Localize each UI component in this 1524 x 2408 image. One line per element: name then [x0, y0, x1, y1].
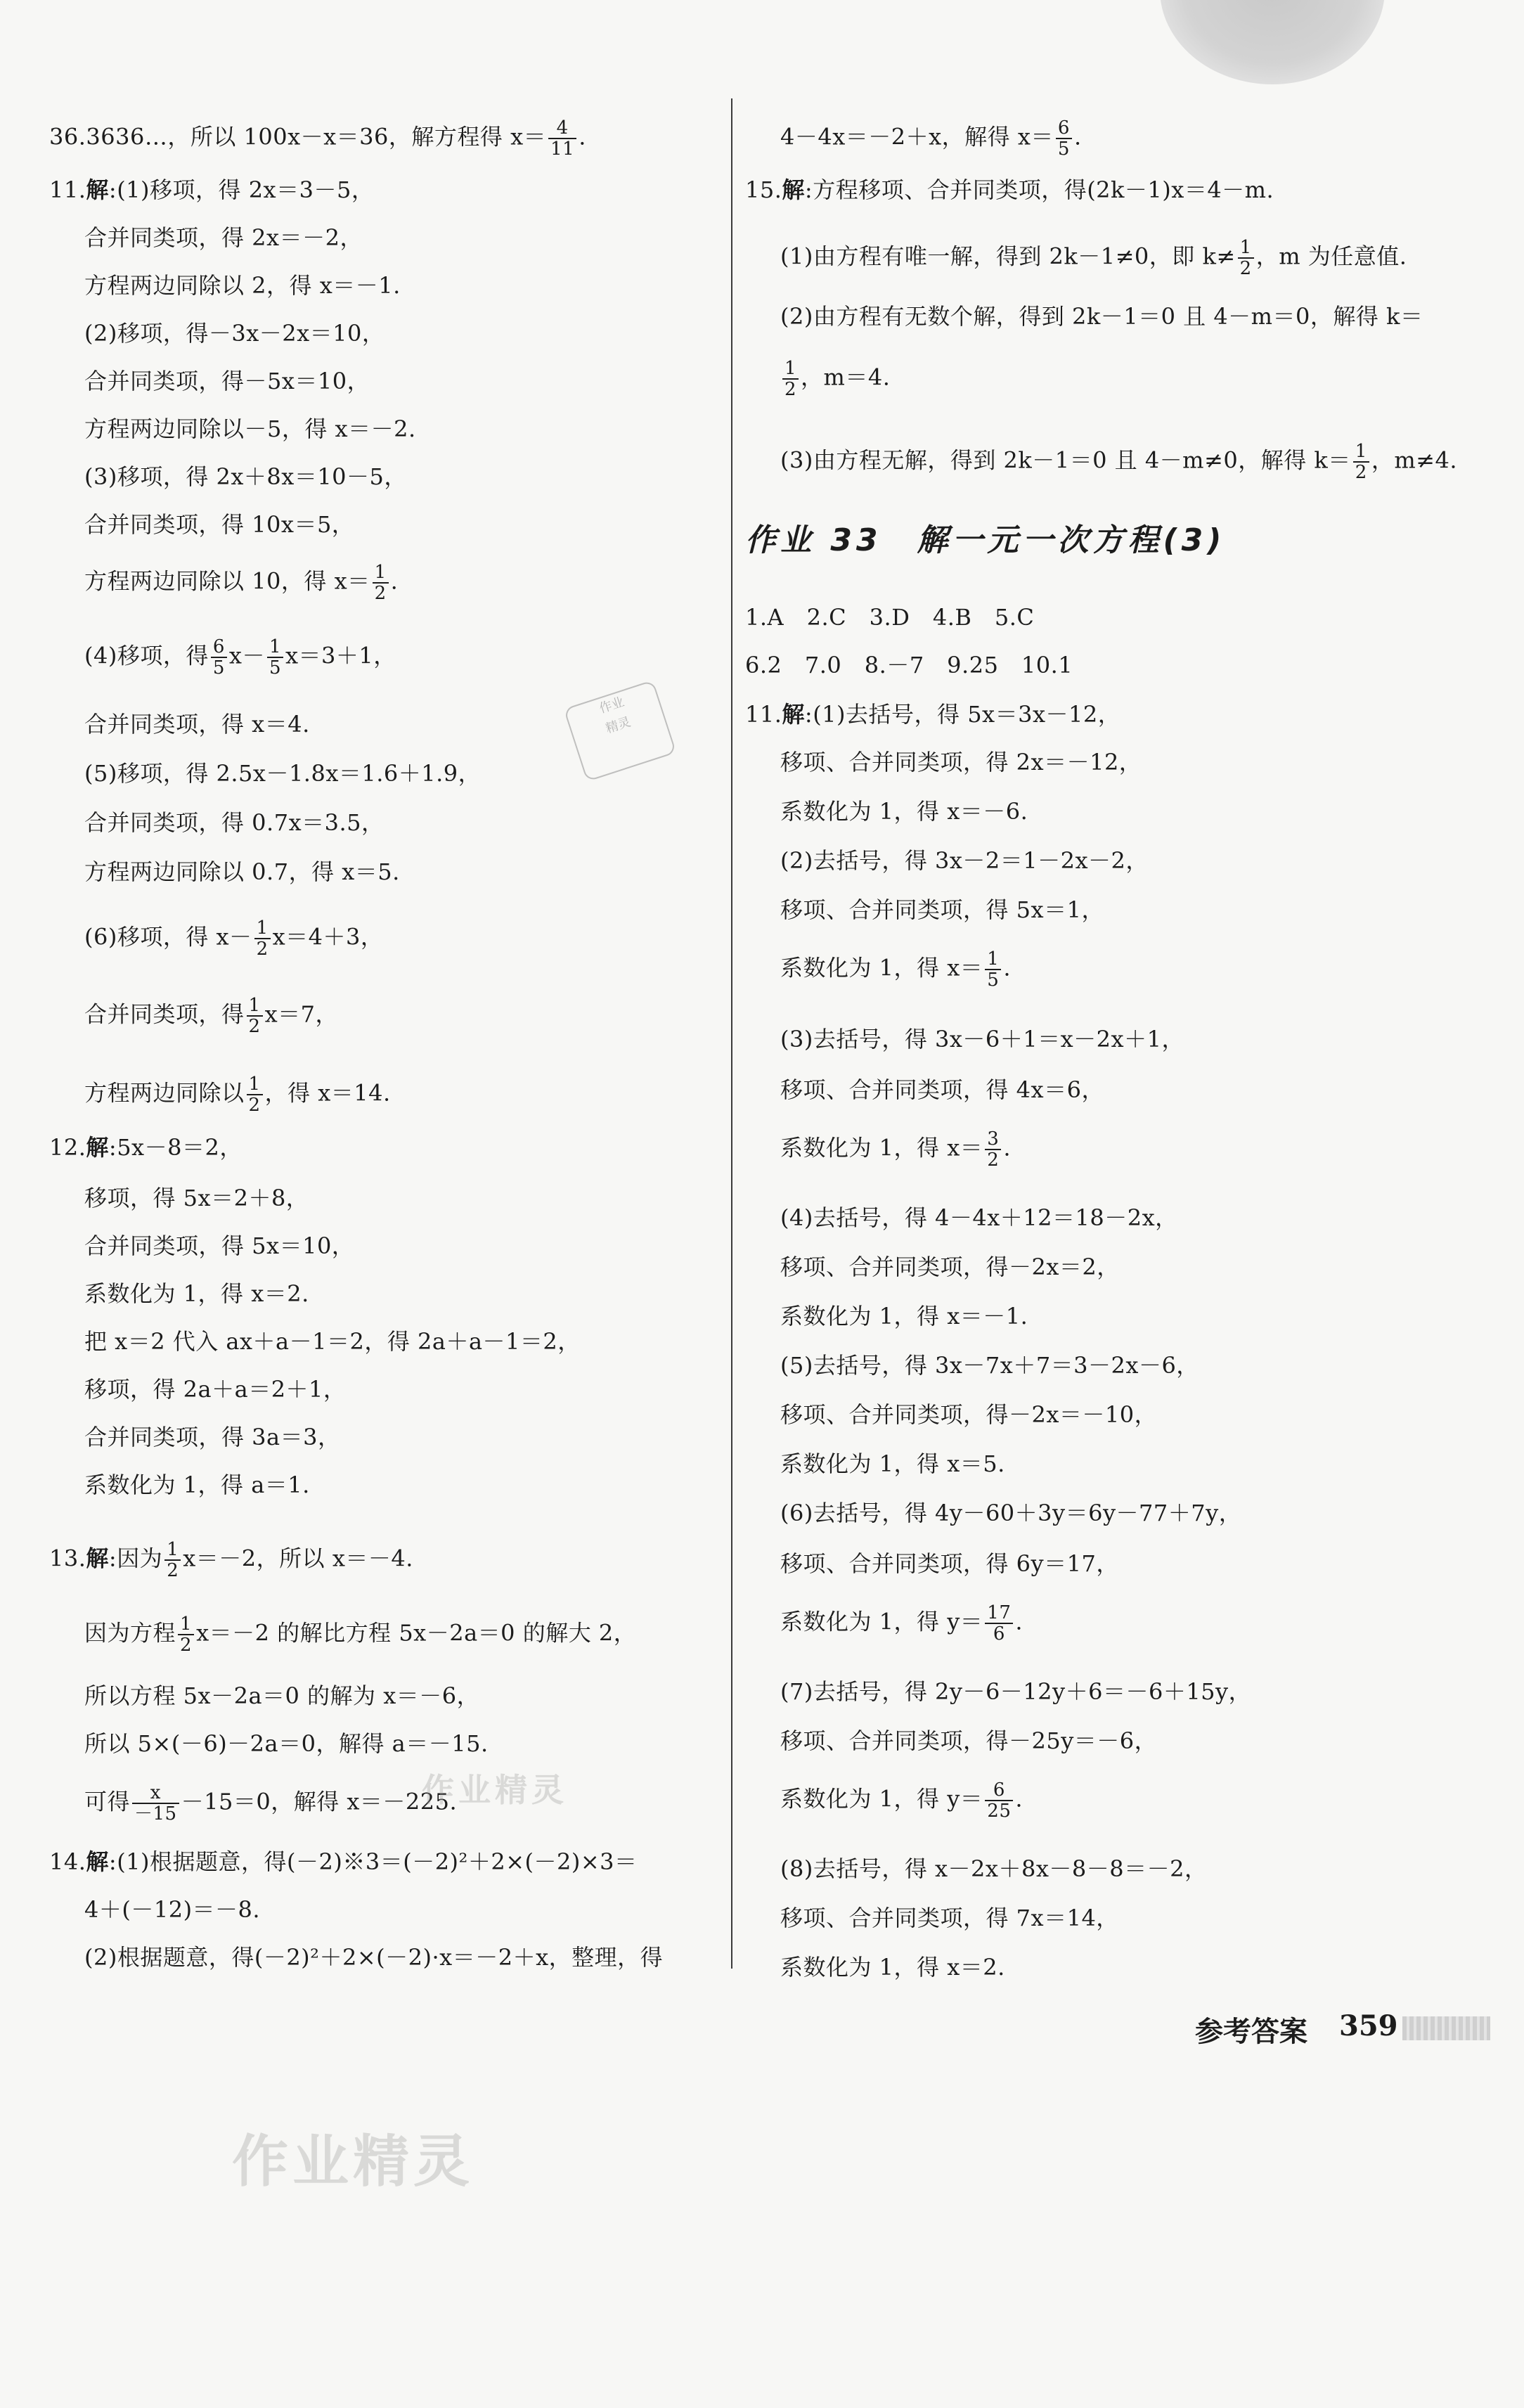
answer-line: 移项、合并同类项，得 7x＝14， [780, 1905, 1119, 1931]
answer-line: 系数化为 1，得 y＝ $\frac{6}{25}$ . [780, 1779, 1023, 1822]
answer-line: 移项，得 5x＝2＋8， [84, 1185, 309, 1211]
answer-line: (3)去括号，得 3x－6＋1＝x－2x＋1， [780, 1026, 1184, 1052]
fraction: $\frac{1}{2}$ [254, 918, 271, 959]
answer-line: 合并同类项，得 10x＝5， [84, 511, 355, 538]
answer-line: 合并同类项，得 x＝4. [84, 711, 310, 738]
page-number: 359 [1339, 2009, 1398, 2042]
answer-line: 合并同类项，得 3a＝3， [84, 1424, 341, 1450]
answer-line: (1)由方程有唯一解，得到 2k－1≠0，即 k≠ $\frac{1}{2}$ ，m 为任意值. [780, 237, 1407, 279]
answer-line: (6)去括号，得 4y－60＋3y＝6y－77＋7y， [780, 1500, 1242, 1526]
answer-line: 方程两边同除以 $\frac{1}{2}$ ，得 x＝14. [84, 1074, 391, 1116]
question-11: 11.解:(1)移项，得 2x＝3－5， [49, 176, 375, 203]
answer-line: 可得 $\frac{x}{-15}$ －15＝0，解得 x＝－225. [84, 1782, 458, 1824]
fraction: $\frac{4}{11}$ [548, 118, 576, 159]
footer-label: 参考答案 [1195, 2016, 1307, 2048]
answer-line: (6)移项，得 x－ $\frac{1}{2}$ x＝4＋3， [84, 918, 384, 960]
fill-answers: 6.2 7.0 8.－7 9.25 10.1 [745, 652, 1073, 678]
answer-line: 系数化为 1，得 y＝ $\frac{17}{6}$ . [780, 1602, 1023, 1644]
question-11: 11.解:(1)去括号，得 5x＝3x－12， [745, 701, 1121, 728]
choice-answers: 1.A 2.C 3.D 4.B 5.C [745, 604, 1035, 631]
answer-line: 系数化为 1，得 x＝2. [780, 1954, 1005, 1981]
answer-line: 4＋(－12)＝－8. [84, 1896, 261, 1923]
fraction: $\frac{3}{2}$ [985, 1129, 1001, 1170]
answer-line: 合并同类项，得 5x＝10， [84, 1232, 355, 1259]
answer-line: (3)由方程无解，得到 2k－1＝0 且 4－m≠0，解得 k＝ $\frac{1}{2}$ ，m≠4. [780, 441, 1458, 483]
fraction: $\frac{1}{2}$ [178, 1614, 194, 1655]
answer-line: 所以 5×(－6)－2a＝0，解得 a＝－15. [84, 1730, 489, 1757]
answer-line: 合并同类项，得 $\frac{1}{2}$ x＝7， [84, 995, 338, 1037]
footer-decoration [1402, 2016, 1490, 2040]
fraction: $\frac{1}{2}$ [1353, 442, 1369, 482]
fraction: $\frac{1}{2}$ [164, 1540, 181, 1580]
answer-line: (2)根据题意，得(－2)²＋2×(－2)·x＝－2＋x，整理，得 [84, 1944, 664, 1971]
answer-line: 系数化为 1，得 x＝5. [780, 1450, 1005, 1477]
answer-line: 所以方程 5x－2a＝0 的解为 x＝－6， [84, 1682, 480, 1709]
answer-line: 移项、合并同类项，得－25y＝－6， [780, 1727, 1158, 1754]
answer-line: 系数化为 1，得 x＝ $\frac{1}{5}$ . [780, 948, 1011, 991]
answer-line: 4－4x＝－2＋x，解得 x＝ $\frac{6}{5}$ . [780, 117, 1082, 160]
answer-line: 移项、合并同类项，得 2x＝－12， [780, 749, 1142, 775]
answer-line: (7)去括号，得 2y－6－12y＋6＝－6＋15y， [780, 1678, 1252, 1705]
answer-line: 移项、合并同类项，得－2x＝2， [780, 1254, 1120, 1280]
answer-line: 方程两边同除以－5，得 x＝－2. [84, 416, 416, 442]
answer-line: 移项、合并同类项，得 6y＝17， [780, 1550, 1119, 1577]
answer-line: 36.3636…，所以 100x－x＝36，解方程得 x＝ $\frac{4}{11}$ . [49, 117, 586, 160]
answer-line: 系数化为 1，得 a＝1. [84, 1472, 310, 1498]
watermark-text: 作业精灵 [422, 1771, 568, 1809]
answer-line: 系数化为 1，得 x＝ $\frac{3}{2}$ . [780, 1128, 1011, 1171]
answer-line: (2)移项，得－3x－2x＝10， [84, 320, 385, 347]
answer-line: 合并同类项，得 0.7x＝3.5， [84, 809, 385, 836]
answer-line: 合并同类项，得－5x＝10， [84, 368, 370, 394]
fraction: $\frac{6}{5}$ [1056, 118, 1072, 159]
fraction: $\frac{1}{2}$ [1238, 238, 1254, 278]
answer-line: (5)移项，得 2.5x－1.8x＝1.6＋1.9， [84, 760, 482, 787]
answer-line: (4)去括号，得 4－4x＋12＝18－2x， [780, 1204, 1178, 1231]
answer-line: 方程两边同除以 10，得 x＝ $\frac{1}{2}$ . [84, 562, 399, 604]
answer-line: 因为方程 $\frac{1}{2}$ x＝－2 的解比方程 5x－2a＝0 的解大 2， [84, 1614, 637, 1656]
answer-line: 移项、合并同类项，得 4x＝6， [780, 1076, 1104, 1103]
question-12: 12.解:5x－8＝2， [49, 1134, 243, 1161]
question-15: 15.解:方程移项、合并同类项，得(2k－1)x＝4－m. [745, 176, 1274, 203]
answer-line: $\frac{1}{2}$ ，m＝4. [745, 359, 890, 399]
answer-line: 移项，得 2a＋a＝2＋1， [84, 1376, 347, 1403]
fraction: $\frac{1}{2}$ [373, 562, 389, 603]
fraction: $\frac{17}{6}$ [985, 1603, 1013, 1644]
answer-line: 方程两边同除以 2，得 x＝－1. [84, 272, 401, 299]
fraction: $\frac{1}{2}$ [247, 996, 263, 1036]
fraction: $\frac{6}{5}$ [211, 637, 227, 678]
answer-line: 把 x＝2 代入 ax＋a－1＝2，得 2a＋a－1＝2， [84, 1328, 581, 1355]
answer-line: (8)去括号，得 x－2x＋8x－8－8＝－2， [780, 1855, 1208, 1882]
fraction: $\frac{6}{25}$ [985, 1780, 1013, 1821]
question-13: 13.解:因为 $\frac{1}{2}$ x＝－2，所以 x＝－4. [49, 1539, 413, 1581]
fraction: $\frac{1}{5}$ [985, 949, 1001, 990]
answer-line: 方程两边同除以 0.7，得 x＝5. [84, 858, 400, 885]
watermark-text: 作业精灵 [232, 2129, 474, 2194]
answer-line: (2)由方程有无数个解，得到 2k－1＝0 且 4－m＝0，解得 k＝ [780, 303, 1423, 330]
answer-line: (2)去括号，得 3x－2＝1－2x－2， [780, 847, 1149, 874]
answer-line: (3)移项，得 2x＋8x＝10－5， [84, 463, 407, 490]
answer-line: 移项、合并同类项，得 5x＝1， [780, 896, 1104, 923]
answer-line: 系数化为 1，得 x＝－1. [780, 1303, 1028, 1329]
answer-line: 系数化为 1，得 x＝2. [84, 1280, 309, 1307]
watermark-stamp: 作业 精灵 [563, 680, 676, 782]
answer-line: (4)移项，得 $\frac{6}{5}$ x－ $\frac{1}{5}$ x＝3＋1， [84, 636, 396, 678]
fraction: $\frac{1}{5}$ [267, 637, 283, 678]
answer-line: (5)去括号，得 3x－7x＋7＝3－2x－6， [780, 1352, 1199, 1379]
question-14: 14.解:(1)根据题意，得(－2)※3＝(－2)²＋2×(－2)×3＝ [49, 1848, 638, 1875]
answer-line: 移项、合并同类项，得－2x＝－10， [780, 1401, 1158, 1428]
fraction: $\frac{1}{2}$ [782, 359, 799, 399]
section-title: 作业 33 解一元一次方程(3) [745, 522, 1226, 558]
answer-line: 合并同类项，得 2x＝－2， [84, 224, 363, 251]
answer-line: 系数化为 1，得 x＝－6. [780, 798, 1028, 825]
fraction: $\frac{x}{-15}$ [132, 1783, 179, 1824]
fraction: $\frac{1}{2}$ [247, 1074, 263, 1115]
column-divider [731, 98, 732, 1969]
